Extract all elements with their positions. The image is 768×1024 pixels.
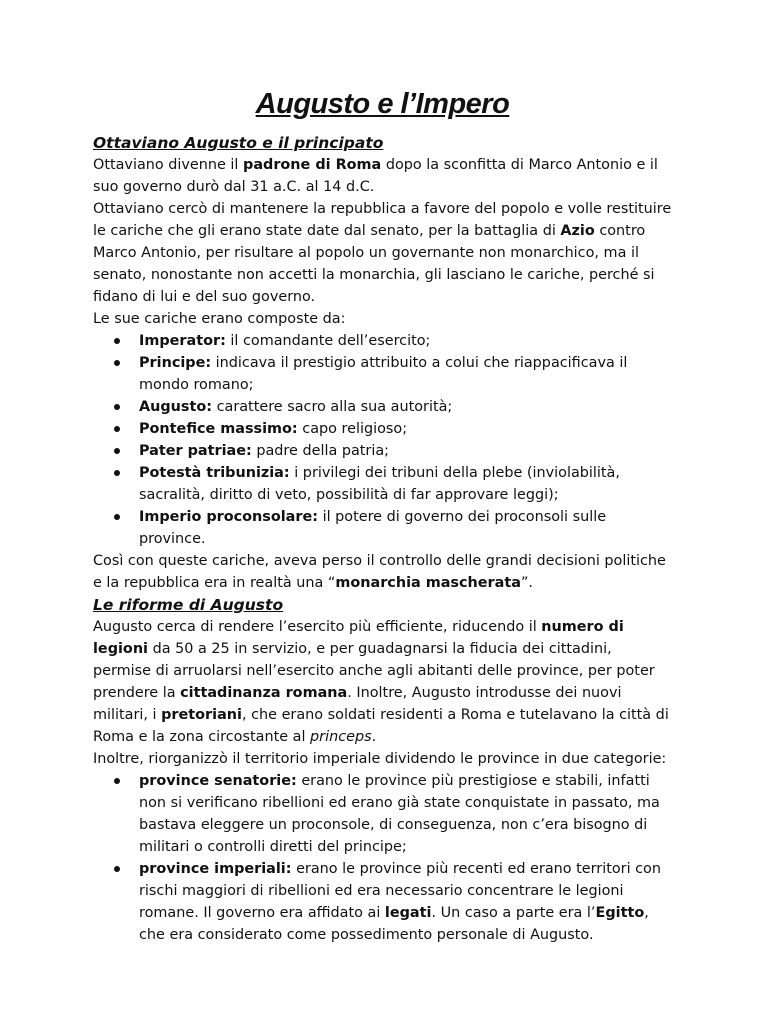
text-run: Ottaviano cercò di mantenere la repubblica a favore del popolo e volle restituire le cariche che gli erano state date dal senato, per la battaglia di (93, 201, 672, 239)
text-run: capo religioso; (297, 421, 408, 437)
bold-text: Imperator: (139, 333, 226, 349)
section-riforme (93, 594, 672, 946)
text-run: padre della patria; (251, 443, 390, 459)
section-principato (93, 132, 672, 594)
paragraph (93, 198, 672, 308)
bold-text: Pater patriae: (139, 443, 252, 459)
text-run: da 50 a 25 in servizio, e per guadagnarsi la fiducia dei cittadini, permise di arruolarsi nell’esercito anche agli abitanti delle province, per poter prendere la (93, 641, 655, 701)
text-run: i privilegi dei tribuni della plebe (inviolabilità, sacralità, diritto di veto, possibilità di far approvare leggi); (139, 465, 620, 503)
bold-text: Pontefice massimo: (139, 421, 298, 437)
text-run: Le sue cariche erano composte da: (93, 311, 346, 327)
text-run: indicava il prestigio attribuito a colui che riappacificava il mondo romano; (139, 355, 628, 393)
text-run: . (371, 729, 377, 745)
bullet-item (139, 418, 672, 440)
text-run: Così con queste cariche, aveva perso il controllo delle grandi decisioni politiche e la repubblica era in realtà una “ (93, 553, 666, 591)
bold-text: Imperio proconsolare: (139, 509, 318, 525)
section-heading: Ottaviano Augusto e il principato (93, 134, 384, 152)
text-run: ”. (520, 575, 533, 591)
bullet-item (139, 396, 672, 418)
text-run: . Inoltre, Augusto introdusse dei nuovi militari, i (93, 685, 622, 723)
text-run: il comandante dell’esercito; (225, 333, 431, 349)
text-run: erano le province più recenti ed erano territori con rischi maggiori di ribellioni ed era necessario concentrare le legioni romane. Il governo era affidato ai (139, 861, 661, 921)
bold-text: Azio (560, 223, 595, 239)
bold-text: legati (384, 905, 432, 921)
paragraph (93, 308, 672, 330)
text-run: il potere di governo dei proconsoli sulle province. (139, 509, 607, 547)
text-run: contro Marco Antonio, per risultare al popolo un governante non monarchico, ma il senato, nonostante non accetti la monarchia, gli lasciano le cariche, perché si fidano di lui e del suo governo. (93, 223, 655, 305)
section-conclusion (93, 550, 672, 594)
section-heading: Le riforme di Augusto (93, 596, 284, 614)
bullet-item (139, 770, 672, 858)
bold-text: Augusto: (139, 399, 213, 415)
paragraph (93, 550, 672, 594)
section-body (93, 154, 672, 330)
bold-text: monarchia mascherata (335, 575, 521, 591)
text-run: erano le province più prestigiose e stabili, infatti non si verificano ribellioni ed erano già state conquistate in passato, ma bastava eleggere un proconsole, di conseguenza, non c’era bisogno di militari o controlli diretti del principe; (139, 773, 660, 855)
paragraph (93, 616, 672, 748)
text-run: carattere sacro alla sua autorità; (212, 399, 453, 415)
page-title: Augusto e l’Impero (255, 88, 510, 120)
bullet-item (139, 506, 672, 550)
text-run: , che era considerato come possedimento personale di Augusto. (139, 905, 649, 943)
paragraph (93, 154, 672, 198)
text-run: dopo la sconfitta di Marco Antonio e il suo governo durò dal 31 a.C. al 14 d.C. (93, 157, 658, 195)
bold-text: province senatorie: (139, 773, 297, 789)
section-body (93, 616, 672, 770)
bullet-item (139, 858, 672, 946)
paragraph (93, 748, 672, 770)
bold-text: numero di legioni (93, 619, 624, 657)
bold-text: Potestà tribunizia: (139, 465, 290, 481)
bold-text: pretoriani (161, 707, 242, 723)
bullet-item (139, 330, 672, 352)
bold-text: Principe: (139, 355, 212, 371)
bullet-list (93, 330, 672, 550)
bold-text: padrone di Roma (243, 157, 382, 173)
text-run: Ottaviano divenne il (93, 157, 244, 173)
text-run: . Un caso a parte era l’ (431, 905, 596, 921)
bullet-item (139, 462, 672, 506)
text-run: Inoltre, riorganizzò il territorio imperiale dividendo le province in due categorie: (93, 751, 667, 767)
bold-text: province imperiali: (139, 861, 292, 877)
italic-text: princeps (310, 729, 372, 745)
bullet-list (93, 770, 672, 946)
bullet-item (139, 352, 672, 396)
text-run: , che erano soldati residenti a Roma e tutelavano la città di Roma e la zona circostante al (93, 707, 669, 745)
bold-text: Egitto (595, 905, 645, 921)
text-run: Augusto cerca di rendere l’esercito più efficiente, riducendo il (93, 619, 542, 635)
bold-text: cittadinanza romana (180, 685, 348, 701)
bullet-item (139, 440, 672, 462)
